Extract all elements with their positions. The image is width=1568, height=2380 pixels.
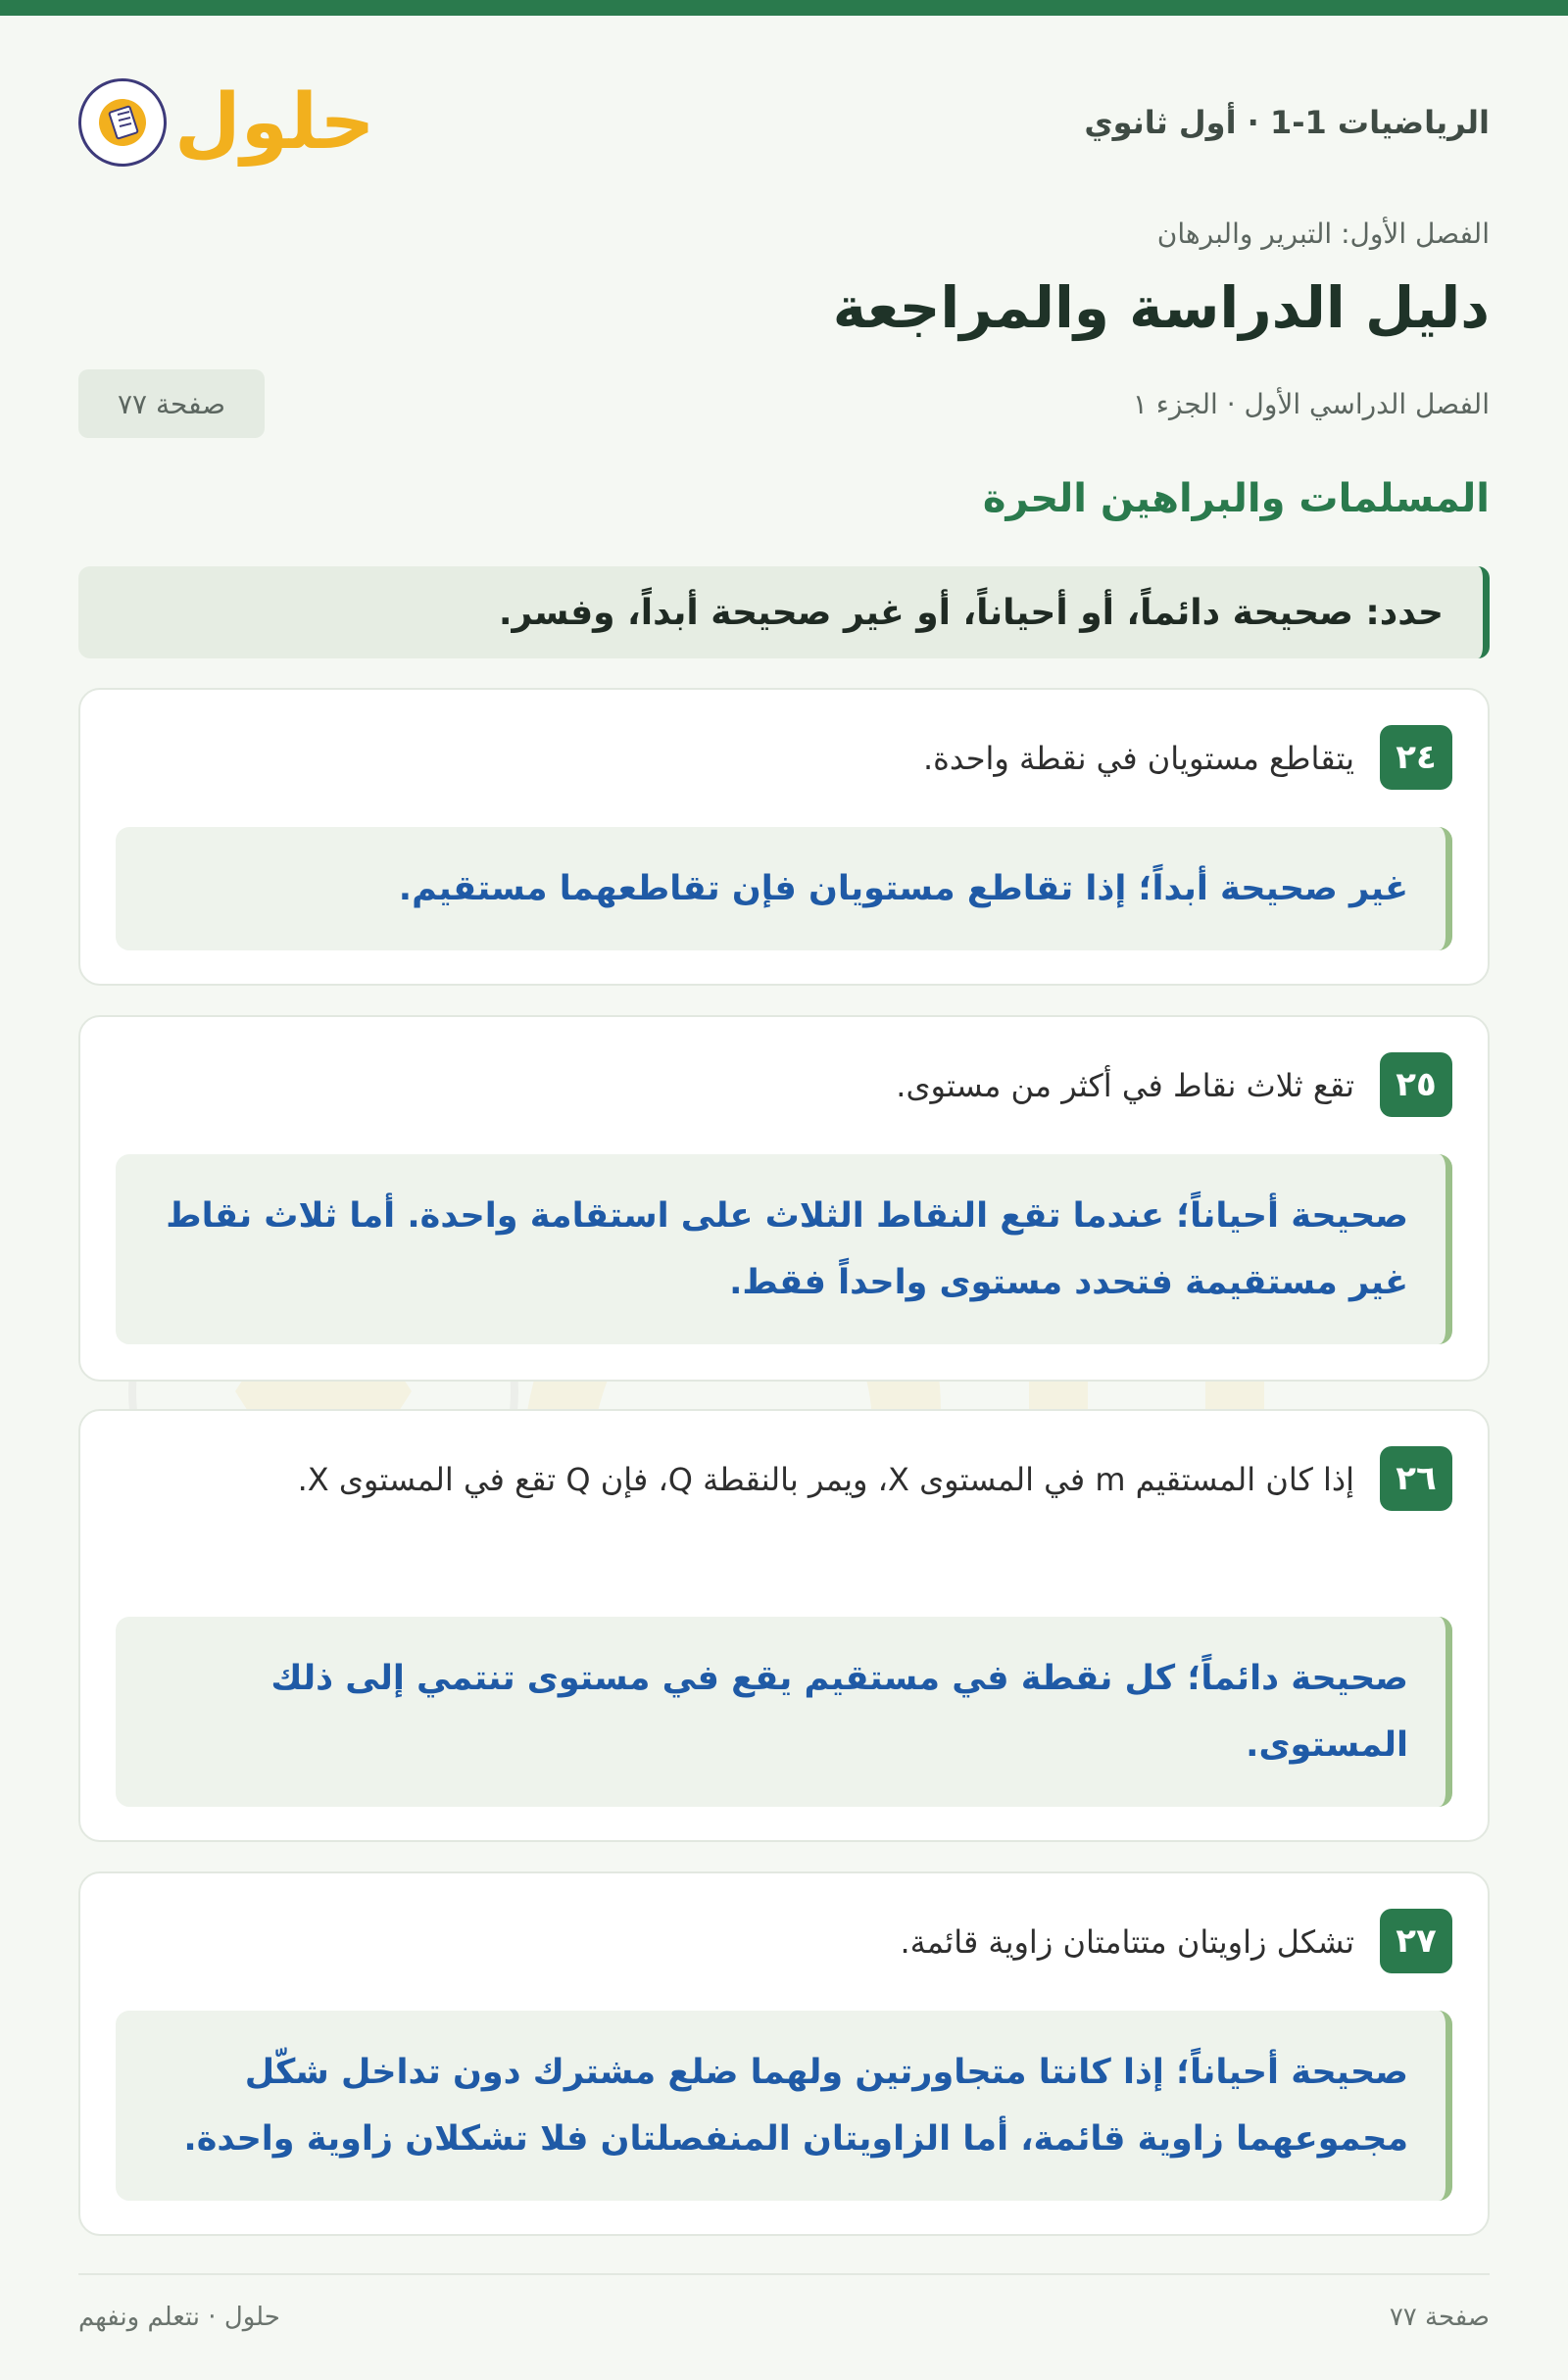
- footer-divider: [78, 2273, 1490, 2275]
- answer-box: صحيحة أحياناً؛ إذا كانتا متجاورتين ولهما ضلع مشترك دون تداخل شكّل مجموعهما زاوية قائمة، أما الزاويتان المنفصلتان فلا تشكلان زاوية واحدة.: [116, 2011, 1452, 2201]
- question-number: ٢٥: [1380, 1052, 1452, 1117]
- footer-page-number: صفحة ٧٧: [1389, 2303, 1490, 2332]
- answer-box: غير صحيحة أبداً؛ إذا تقاطع مستويان فإن تقاطعهما مستقيم.: [116, 827, 1452, 950]
- page-badge: صفحة ٧٧: [78, 369, 265, 438]
- question-number: ٢٦: [1380, 1446, 1452, 1511]
- top-accent-bar: [0, 0, 1568, 16]
- term-label: الفصل الدراسي الأول · الجزء ١: [1132, 388, 1490, 420]
- chapter-label: الفصل الأول: التبرير والبرهان: [1156, 218, 1490, 250]
- question-text: إذا كان المستقيم m في المستوى X، ويمر بالنقطة Q، فإن Q تقع في المستوى X.: [297, 1461, 1354, 1498]
- instruction-box: حدد: صحيحة دائماً، أو أحياناً، أو غير صحيحة أبداً، وفسر.: [78, 566, 1490, 658]
- footer-brand: حلول · نتعلم ونفهم: [78, 2303, 280, 2332]
- answer-box: صحيحة دائماً؛ كل نقطة في مستقيم يقع في مستوى تنتمي إلى ذلك المستوى.: [116, 1617, 1452, 1807]
- course-title: الرياضيات 1-1 · أول ثانوي: [1084, 104, 1490, 141]
- question-card-27: [78, 1871, 1490, 2236]
- question-number: ٢٧: [1380, 1909, 1452, 1973]
- question-text: تشكل زاويتان متتامتان زاوية قائمة.: [900, 1923, 1354, 1961]
- question-card-26: [78, 1409, 1490, 1842]
- question-card-24: [78, 688, 1490, 986]
- question-number: ٢٤: [1380, 725, 1452, 790]
- page-title: دليل الدراسة والمراجعة: [832, 274, 1490, 341]
- book-icon: [78, 78, 167, 167]
- page-header: [78, 59, 1490, 186]
- question-card-25: [78, 1015, 1490, 1382]
- section-title: المسلمات والبراهين الحرة: [982, 476, 1490, 521]
- question-text: يتقاطع مستويان في نقطة واحدة.: [922, 740, 1354, 777]
- brand-logo[interactable]: [78, 78, 375, 167]
- answer-box: صحيحة أحياناً؛ عندما تقع النقاط الثلاث على استقامة واحدة. أما ثلاث نقاط غير مستقيمة فتحدد مستوى واحداً فقط.: [116, 1154, 1452, 1344]
- question-text: تقع ثلاث نقاط في أكثر من مستوى.: [896, 1067, 1354, 1104]
- logo-text: حلول: [174, 78, 375, 167]
